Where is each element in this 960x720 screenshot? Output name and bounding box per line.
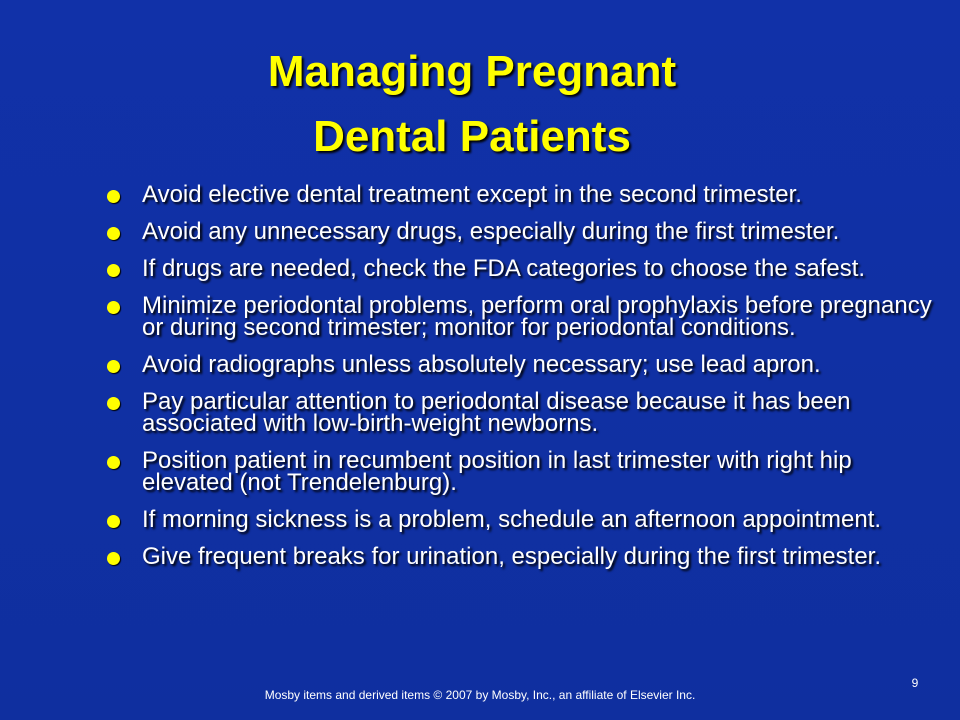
- slide-title-line-1: Managing Pregnant: [267, 47, 677, 96]
- bullet-dot-icon: [107, 301, 120, 314]
- bullet-text: Give frequent breaks for urination, especially during the first trimester.: [142, 543, 882, 570]
- bullet-item: [104, 181, 934, 208]
- bullet-text: Minimize periodontal problems, perform oral prophylaxis before pregnancy or during second trimester; monitor for periodontal conditions.: [142, 292, 932, 341]
- page-number: 9: [911, 676, 919, 690]
- bullet-text: If drugs are needed, check the FDA categories to choose the safest.: [142, 255, 866, 282]
- bullet-item: [104, 506, 934, 533]
- bullet-text: Pay particular attention to periodontal disease because it has been associated with low-birth-weight newborns.: [142, 388, 851, 437]
- bullet-dot-icon: [107, 264, 120, 277]
- bullet-item: [104, 388, 934, 437]
- bullet-list: [104, 181, 934, 583]
- bullet-dot-icon: [107, 227, 120, 240]
- bullet-text: If morning sickness is a problem, schedule an afternoon appointment.: [142, 506, 882, 533]
- bullet-dot-icon: [107, 190, 120, 203]
- bullet-dot-icon: [107, 397, 120, 410]
- bullet-item: [104, 447, 934, 496]
- bullet-dot-icon: [107, 515, 120, 528]
- bullet-text: Position patient in recumbent position in last trimester with right hip elevated (not Trendelenburg).: [142, 447, 852, 496]
- slide-title-line-2: Dental Patients: [313, 112, 631, 161]
- bullet-dot-icon: [107, 360, 120, 373]
- bullet-item: [104, 218, 934, 245]
- bullet-item: [104, 543, 934, 570]
- bullet-item: [104, 351, 934, 378]
- copyright-footer: Mosby items and derived items © 2007 by Mosby, Inc., an affiliate of Elsevier Inc.: [264, 688, 696, 702]
- bullet-item: [104, 255, 934, 282]
- bullet-text: Avoid radiographs unless absolutely necessary; use lead apron.: [142, 351, 821, 378]
- bullet-text: Avoid any unnecessary drugs, especially during the first trimester.: [142, 218, 840, 245]
- bullet-dot-icon: [107, 456, 120, 469]
- bullet-item: [104, 292, 934, 341]
- bullet-dot-icon: [107, 552, 120, 565]
- bullet-text: Avoid elective dental treatment except in the second trimester.: [142, 181, 802, 208]
